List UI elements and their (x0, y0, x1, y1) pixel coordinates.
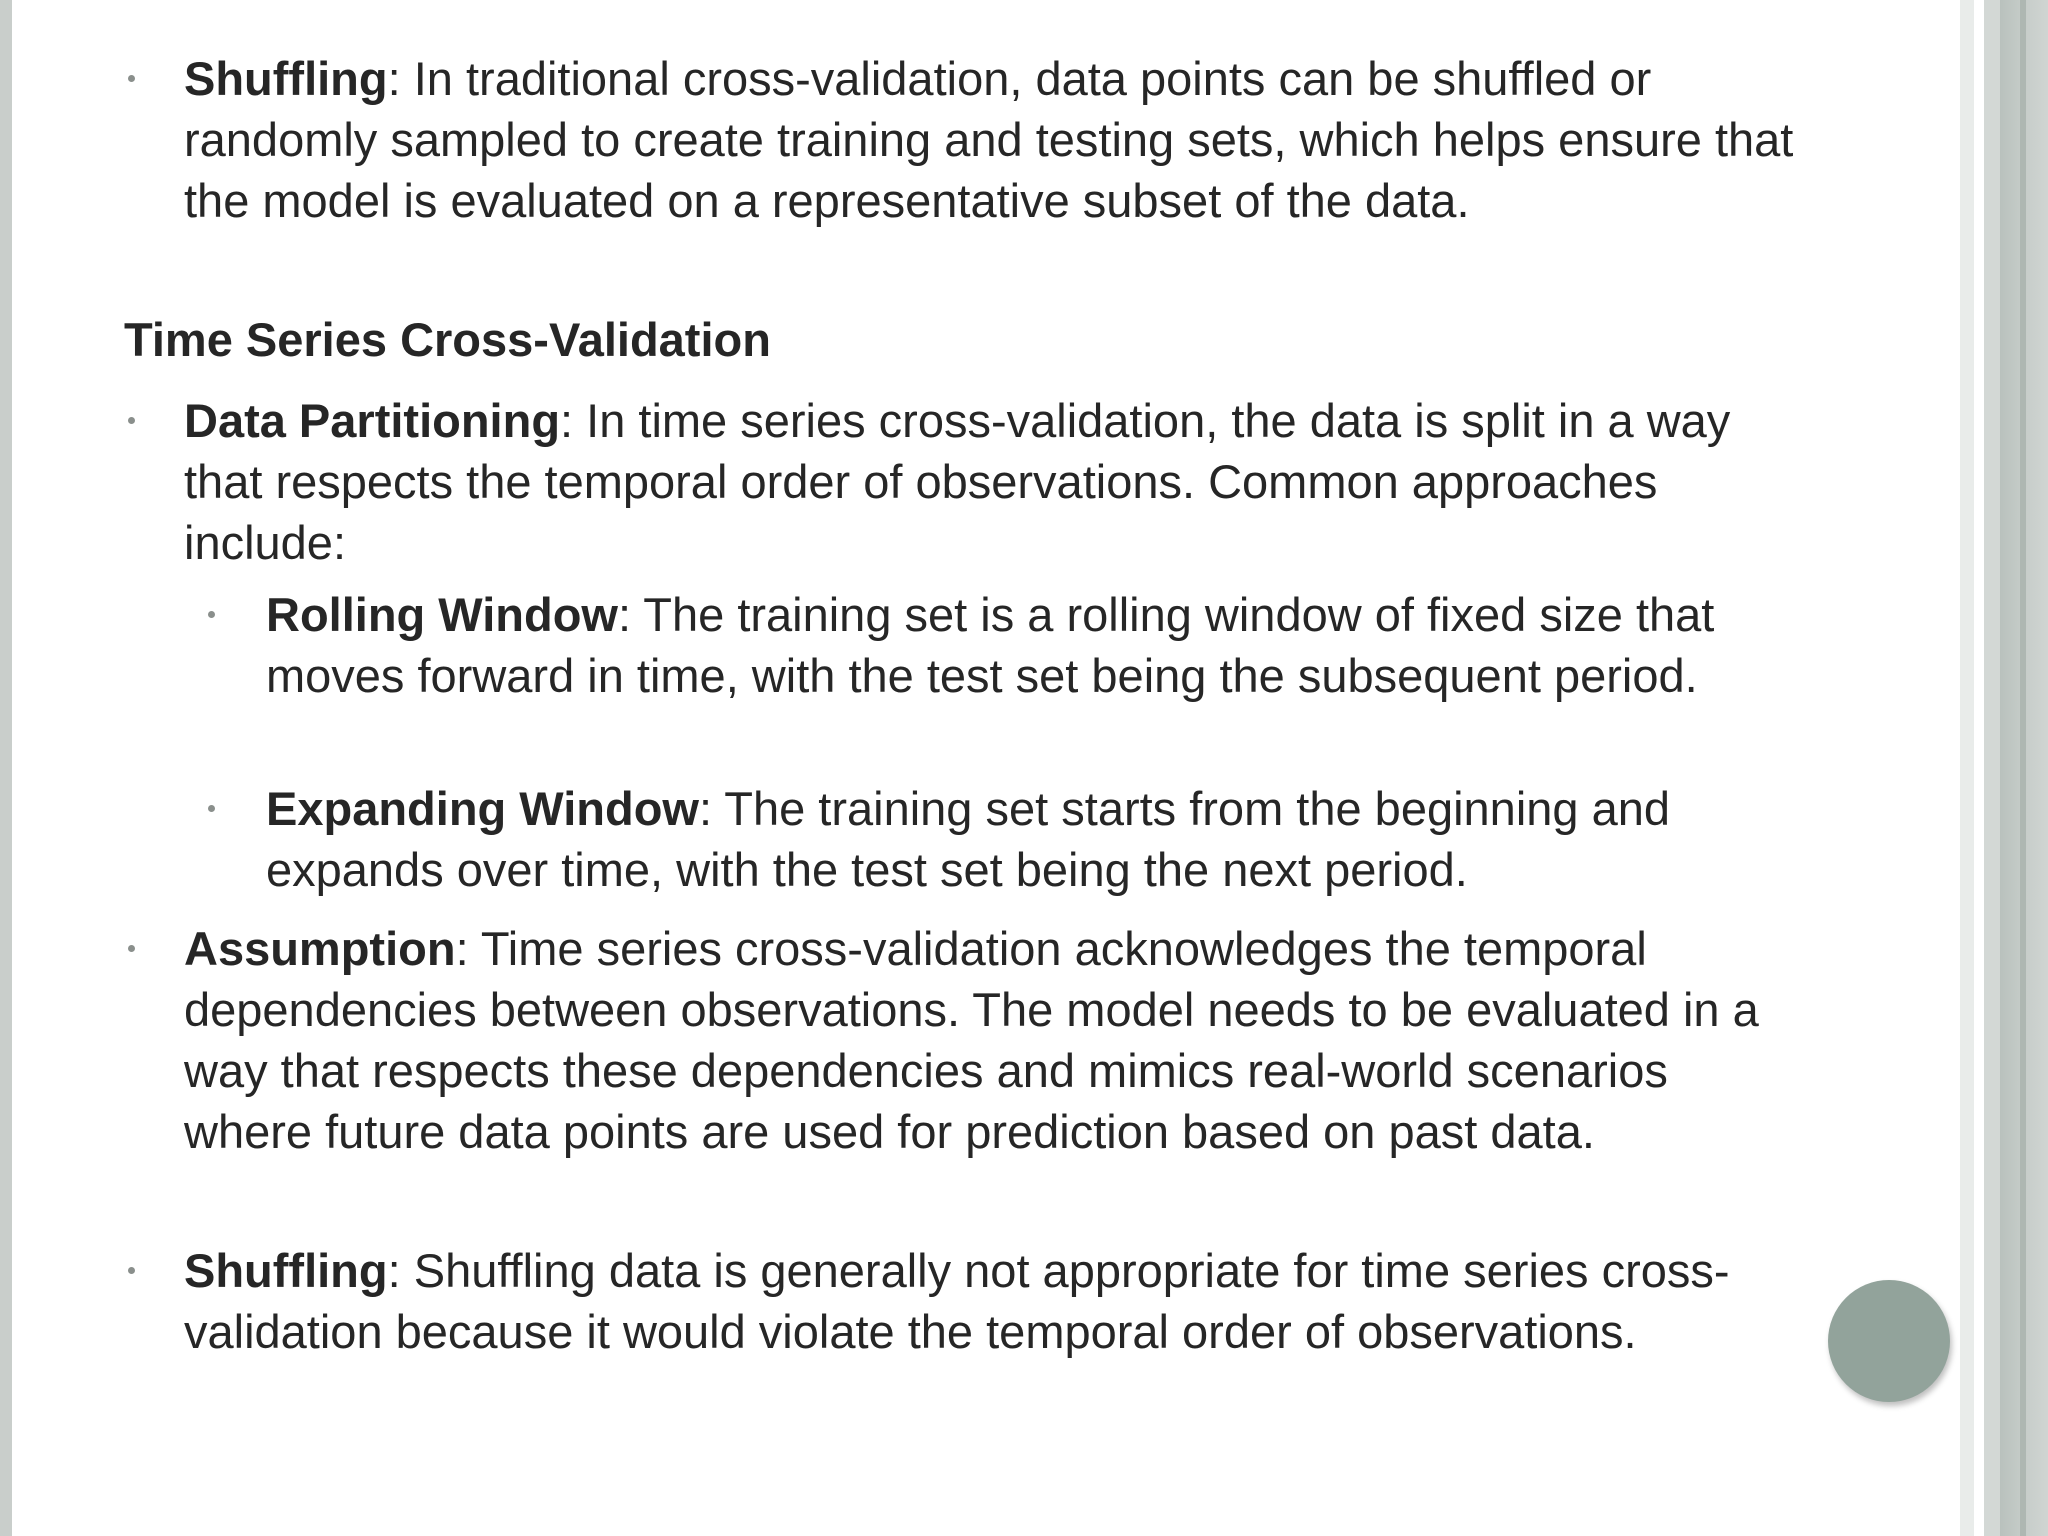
subbullet-rolling-window (266, 584, 1786, 706)
bullet-text (184, 1240, 1744, 1362)
bullet-dot (128, 75, 135, 82)
bullet-term: Shuffling (184, 1244, 388, 1297)
bullet-text (184, 48, 1804, 231)
section-heading: Time Series Cross-Validation (124, 313, 771, 366)
bullet-dot (128, 945, 135, 952)
bullet-term: Data Partitioning (184, 394, 561, 447)
bullet-body: : The training set starts from the beginning and expands over time, with the test set being the next period. (266, 782, 1671, 896)
bullet-shuffling-time-series (184, 1240, 1744, 1362)
bullet-text (184, 918, 1804, 1162)
bullet-dot (208, 805, 215, 812)
bullet-shuffling-traditional (184, 48, 1804, 231)
bullet-assumption (184, 918, 1804, 1162)
bullet-term: Shuffling (184, 52, 388, 105)
left-frame-border (0, 0, 12, 1536)
bullet-body: : The training set is a rolling window of fixed size that moves forward in time, with the test set being the subsequent period. (266, 588, 1715, 702)
bullet-text (184, 390, 1804, 573)
bullet-body: : In traditional cross-validation, data points can be shuffled or randomly sampled to create training and testing sets, which helps ensure that the model is evaluated on a representative subset of the data. (184, 52, 1794, 227)
accent-circle (1828, 1280, 1950, 1402)
subbullet-expanding-window (266, 778, 1786, 900)
bullet-body: : In time series cross-validation, the data is split in a way that respects the temporal order of observations. Common approaches include: (184, 394, 1731, 569)
bullet-dot (128, 417, 135, 424)
bullet-data-partitioning (184, 390, 1804, 573)
bullet-term: Expanding Window (266, 782, 699, 835)
bullet-term: Assumption (184, 922, 456, 975)
bullet-text (266, 778, 1786, 900)
bullet-body: : Shuffling data is generally not appropriate for time series cross-validation because it would violate the temporal order of observations. (184, 1244, 1730, 1358)
bullet-text (266, 584, 1786, 706)
bullet-dot (128, 1267, 135, 1274)
bullet-term: Rolling Window (266, 588, 618, 641)
bullet-body: : Time series cross-validation acknowledges the temporal dependencies between observations. The model needs to be evaluated in a way that respects these dependencies and mimics real-world scenarios where future data points are used for prediction based on past data. (184, 922, 1759, 1158)
bullet-dot (208, 611, 215, 618)
right-frame-border (1960, 0, 2048, 1536)
